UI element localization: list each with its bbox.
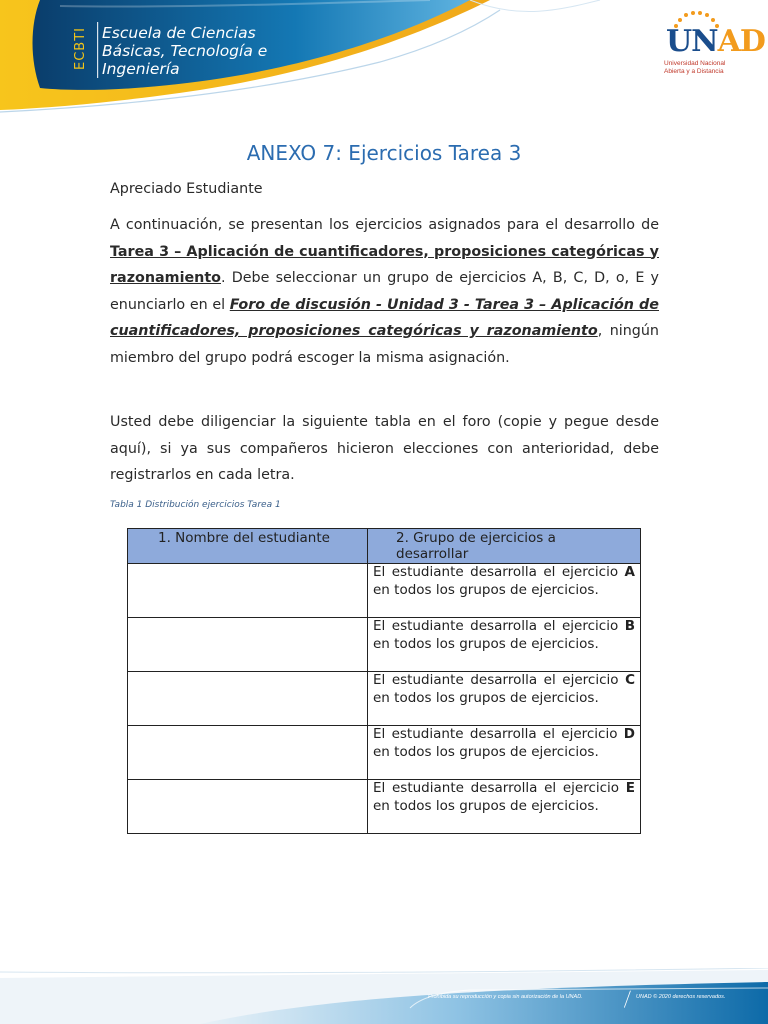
column-header-group: [368, 529, 641, 564]
group-text: en todos los grupos de ejercicios.: [373, 797, 599, 814]
greeting: Apreciado Estudiante: [110, 181, 263, 197]
table-row: [128, 564, 641, 618]
footer-copyright-notice: Prohibida su reproducción y copia sin autorización de la UNAD.: [428, 994, 583, 1000]
column-header-name-label: 1. Nombre del estudiante: [158, 530, 330, 546]
unad-wordmark: [666, 24, 765, 59]
header-banner: [0, 0, 768, 115]
logo-letter-u: U: [666, 24, 692, 59]
group-letter: B: [624, 618, 635, 634]
group-text: en todos los grupos de ejercicios.: [373, 581, 599, 598]
student-name-cell[interactable]: [128, 618, 368, 672]
unad-subtitle: [664, 60, 725, 76]
column-header-group-label: 2. Grupo de ejercicios a desarrollar: [396, 530, 556, 562]
table-row: [128, 672, 641, 726]
exercise-group-cell: [368, 726, 641, 780]
p1-text-c: . Debe seleccionar un grupo de ejercicios A, B, C, D, o, E y enunciarlo en el: [110, 270, 659, 313]
column-header-name: [128, 529, 368, 564]
group-letter: D: [623, 726, 635, 742]
group-text: en todos los grupos de ejercicios.: [373, 743, 599, 760]
exercise-group-cell: [368, 780, 641, 834]
school-name-line-1: Escuela de Ciencias: [102, 24, 256, 42]
footer-rights: UNAD © 2020 derechos reservados.: [636, 994, 726, 1000]
footer-banner: [0, 968, 768, 1024]
student-name-cell[interactable]: [128, 780, 368, 834]
group-letter: A: [624, 564, 635, 580]
table-row: [128, 780, 641, 834]
p1-text-a: A continuación, se presentan los ejercicios asignados para el desarrollo de: [110, 217, 659, 233]
group-text: El estudiante desarrolla el ejercicio: [373, 564, 625, 580]
task-name-link: Tarea 3 – Aplicación de cuantificadores, proposiciones categóricas y razonamiento: [110, 243, 659, 286]
school-name: [102, 24, 267, 78]
exercise-group-cell: [368, 618, 641, 672]
group-letter: C: [625, 672, 635, 688]
student-name-cell[interactable]: [128, 672, 368, 726]
exercise-group-cell: [368, 672, 641, 726]
table-instructions-paragraph: Usted debe diligenciar la siguiente tabla en el foro (copie y pegue desde aquí), si ya sus compañeros hicieron elecciones con anterioridad, debe registrarlos en cada letra.: [110, 414, 659, 483]
table-row: [128, 618, 641, 672]
logo-letter-n: N: [691, 24, 718, 59]
unad-logo: [662, 16, 765, 78]
unad-subtitle-line-1: Universidad Nacional: [664, 60, 726, 67]
group-letter: E: [625, 780, 635, 796]
p1-text-e: , ningún miembro del grupo podrá escoger la misma asignación.: [110, 323, 659, 366]
group-text: El estudiante desarrolla el ejercicio: [373, 672, 626, 688]
exercise-group-cell: [368, 564, 641, 618]
distribution-table: [127, 528, 641, 834]
document-title: ANEXO 7: Ejercicios Tarea 3: [246, 141, 522, 165]
student-name-cell[interactable]: [128, 726, 368, 780]
instructions-paragraph: [110, 212, 659, 371]
forum-name-link: Foro de discusión - Unidad 3 - Tarea 3 – Aplicación de cuantificadores, proposiciones categóricas y razonamiento: [110, 296, 659, 339]
unad-subtitle-line-2: Abierta y a Distancia: [664, 68, 724, 75]
table-header-row: [128, 529, 641, 564]
group-text: El estudiante desarrolla el ejercicio: [373, 618, 625, 634]
student-name-cell[interactable]: [128, 564, 368, 618]
school-name-line-2: Básicas, Tecnología e: [102, 42, 268, 60]
ecbti-label: ECBTI: [73, 27, 88, 71]
school-name-line-3: Ingeniería: [102, 60, 180, 78]
table-caption: Tabla 1 Distribución ejercicios Tarea 1: [110, 500, 281, 510]
group-text: en todos los grupos de ejercicios.: [373, 635, 599, 652]
group-text: en todos los grupos de ejercicios.: [373, 689, 599, 706]
logo-letters-ad: AD: [717, 24, 765, 59]
group-text: El estudiante desarrolla el ejercicio: [373, 726, 624, 742]
group-text: El estudiante desarrolla el ejercicio: [373, 780, 626, 796]
table-row: [128, 726, 641, 780]
